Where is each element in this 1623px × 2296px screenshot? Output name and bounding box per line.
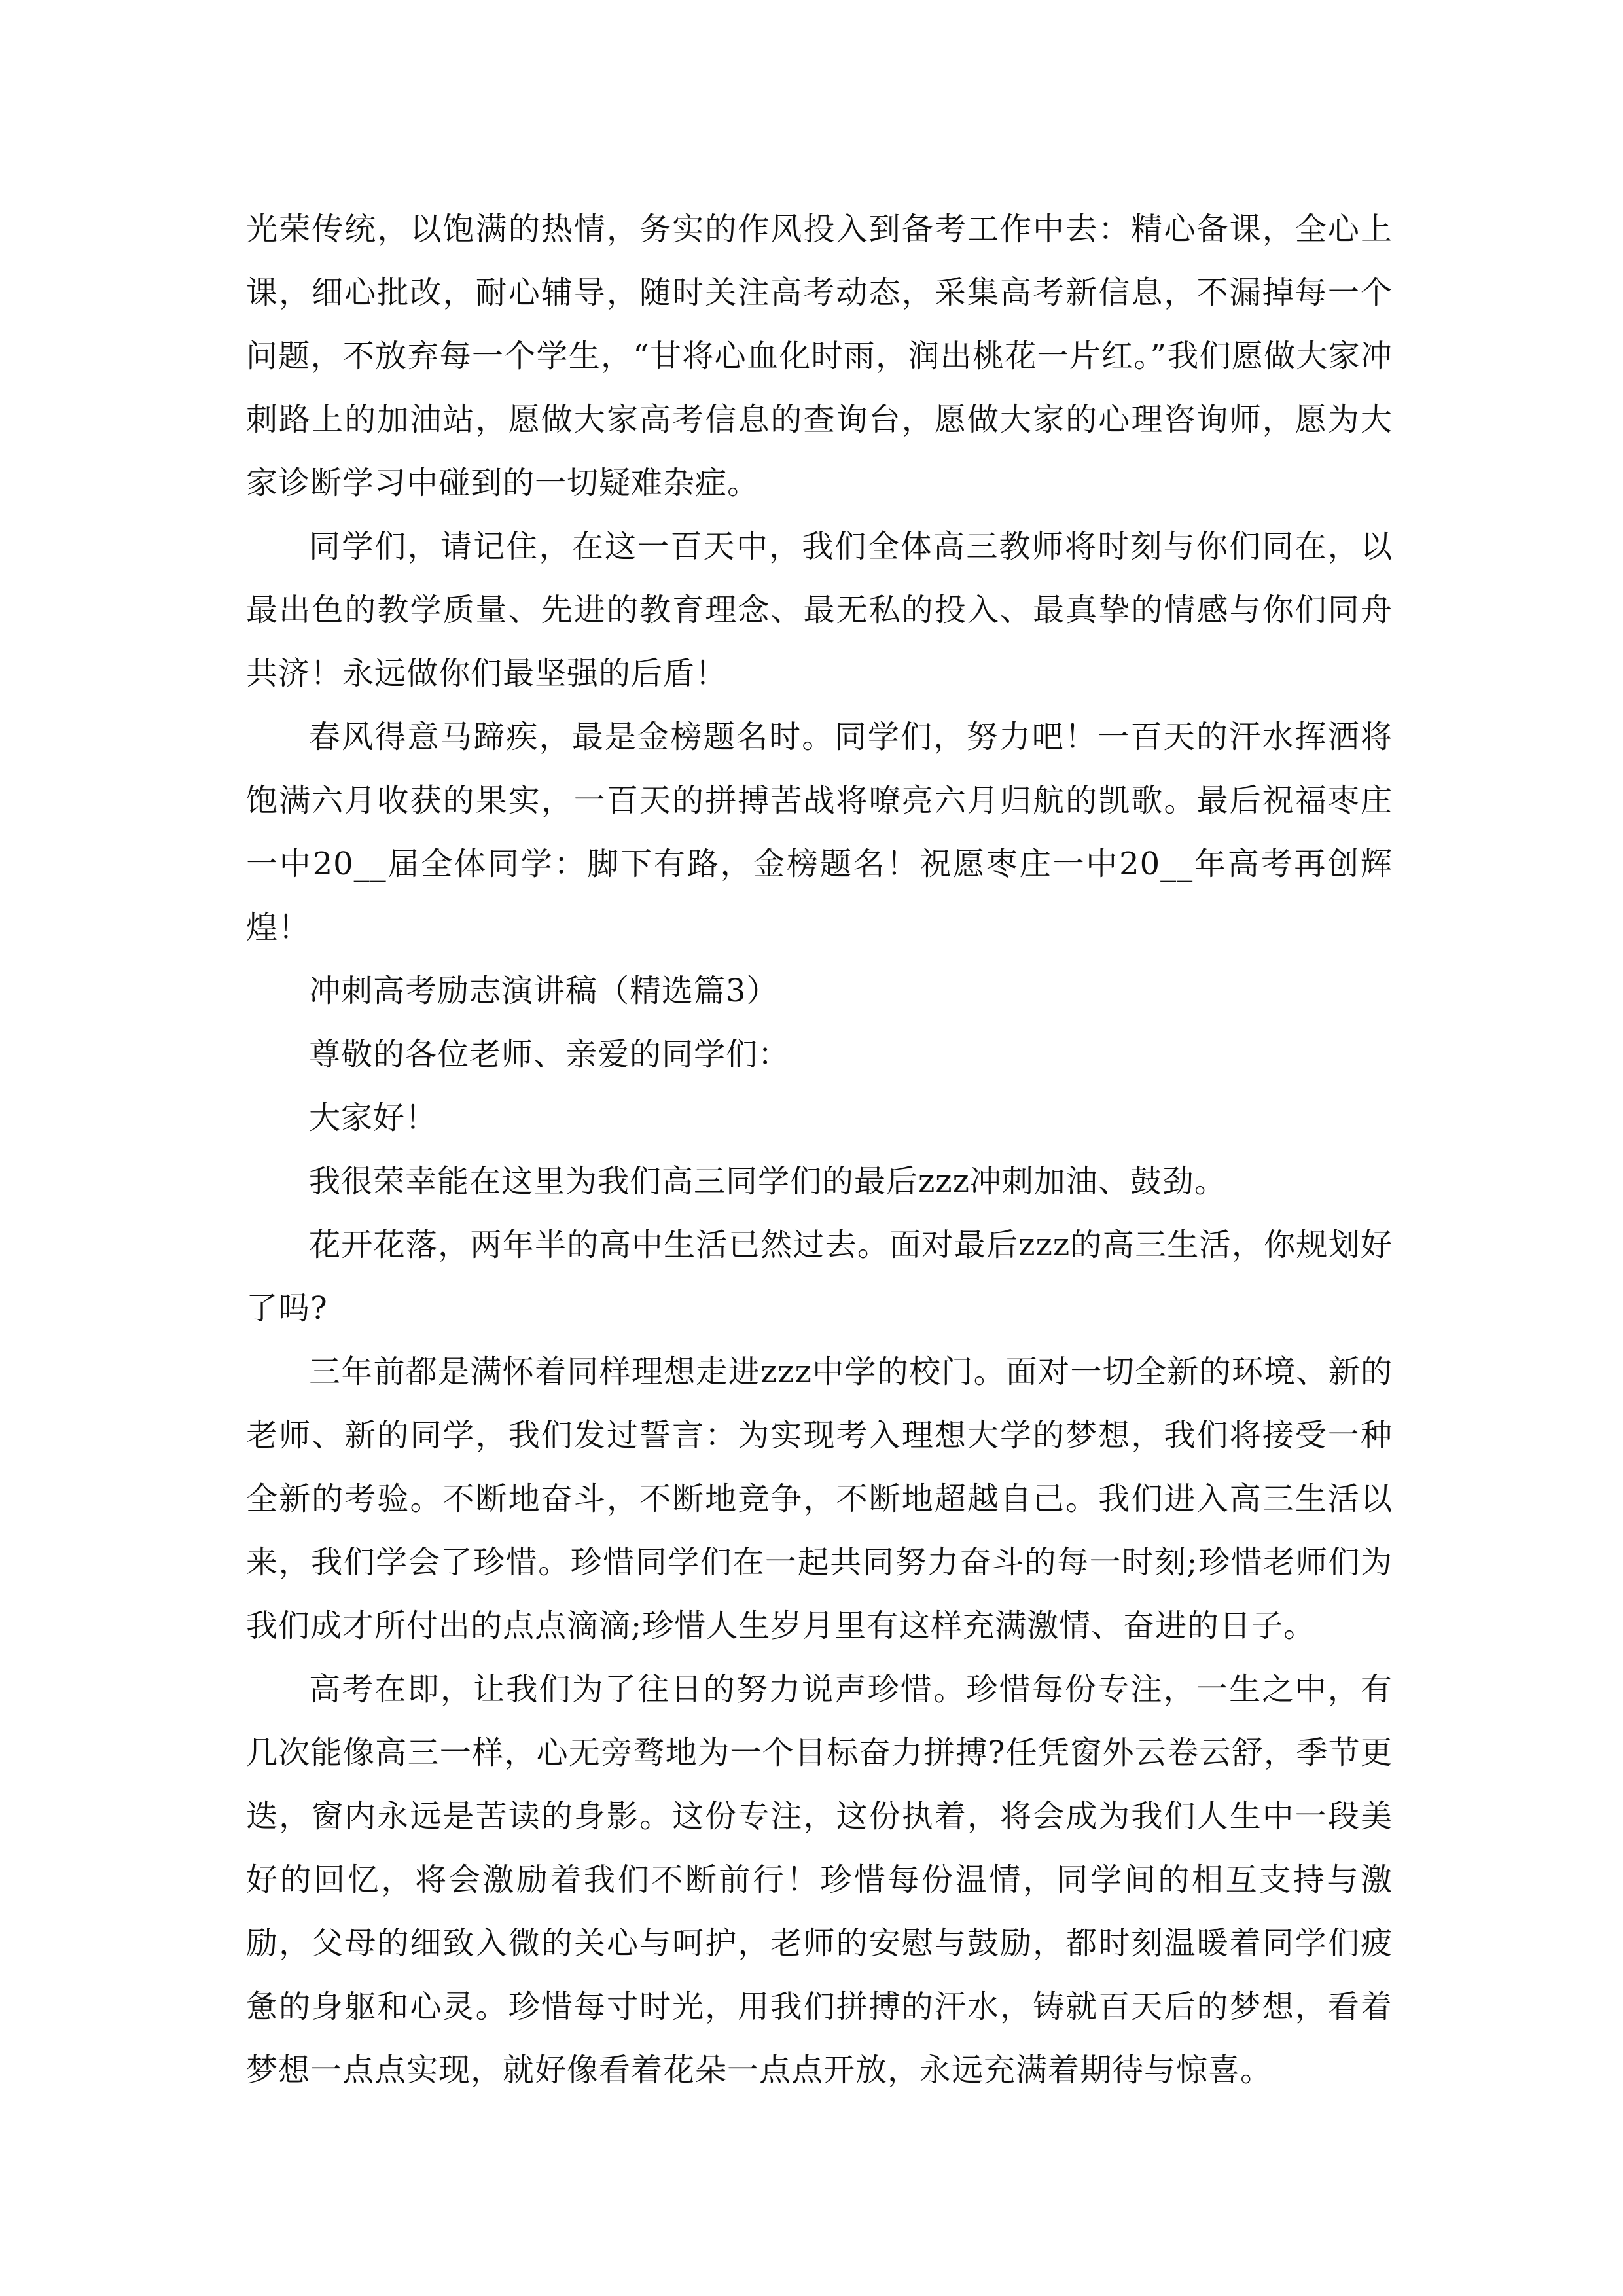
section-title: 冲刺高考励志演讲稿（精选篇3） <box>309 973 779 1009</box>
paragraph-7: 我很荣幸能在这里为我们高三同学们的最后zzz冲刺加油、鼓劲。 <box>309 1163 1226 1200</box>
paragraph-1: 光荣传统，以饱满的热情，务实的作风投入到备考工作中去：精心备课，全心上课，细心批改，耐心辅导，随时关注高考动态，采集高考新信息，不漏掉每一个问题，不放弃每一个学生，“甘将心血化时雨，润出桃花一片红。”我们愿做大家冲刺路上的加油站，愿做大家高考信息的查询台，愿做大家的心理咨询师，愿为大家诊断学习中碰到的一切疑难杂症。 <box>246 211 1393 501</box>
paragraph-3: 春风得意马蹄疾，最是金榜题名时。同学们，努力吧！一百天的汗水挥洒将饱满六月收获的果实，一百天的拼搏苦战将嘹亮六月归航的凯歌。最后祝福枣庄一中20__届全体同学：脚下有路，金榜题名！祝愿枣庄一中20__年高考再创辉煌！ <box>246 719 1393 946</box>
paragraph-9: 三年前都是满怀着同样理想走进zzz中学的校门。面对一切全新的环境、新的老师、新的同学，我们发过誓言：为实现考入理想大学的梦想，我们将接受一种全新的考验。不断地奋斗，不断地竞争，不断地超越自己。我们进入高三生活以来，我们学会了珍惜。珍惜同学们在一起共同努力奋斗的每一时刻;珍惜老师们为我们成才所付出的点点滴滴;珍惜人生岁月里有这样充满激情、奋进的日子。 <box>246 1354 1393 1644</box>
paragraph-10: 高考在即，让我们为了往日的努力说声珍惜。珍惜每份专注，一生之中，有几次能像高三一样，心无旁骛地为一个目标奋力拼搏?任凭窗外云卷云舒，季节更迭，窗内永远是苦读的身影。这份专注，这份执着，将会成为我们人生中一段美好的回忆，将会激励着我们不断前行！珍惜每份温情，同学间的相互支持与激励，父母的细致入微的关心与呵护，老师的安慰与鼓励，都时刻温暖着同学们疲惫的身躯和心灵。珍惜每寸时光，用我们拼搏的汗水，铸就百天后的梦想，看着梦想一点点实现，就好像看着花朵一点点开放，永远充满着期待与惊喜。 <box>246 1671 1393 2089</box>
greeting: 大家好！ <box>309 1100 438 1136</box>
salutation: 尊敬的各位老师、亲爱的同学们： <box>309 1036 791 1073</box>
document-body <box>246 198 1393 2102</box>
paragraph-2: 同学们，请记住，在这一百天中，我们全体高三教师将时刻与你们同在，以最出色的教学质量、先进的教育理念、最无私的投入、最真挚的情感与你们同舟共济！永远做你们最坚强的后盾！ <box>246 528 1393 692</box>
paragraph-8: 花开花落，两年半的高中生活已然过去。面对最后zzz的高三生活，你规划好了吗? <box>246 1227 1393 1327</box>
